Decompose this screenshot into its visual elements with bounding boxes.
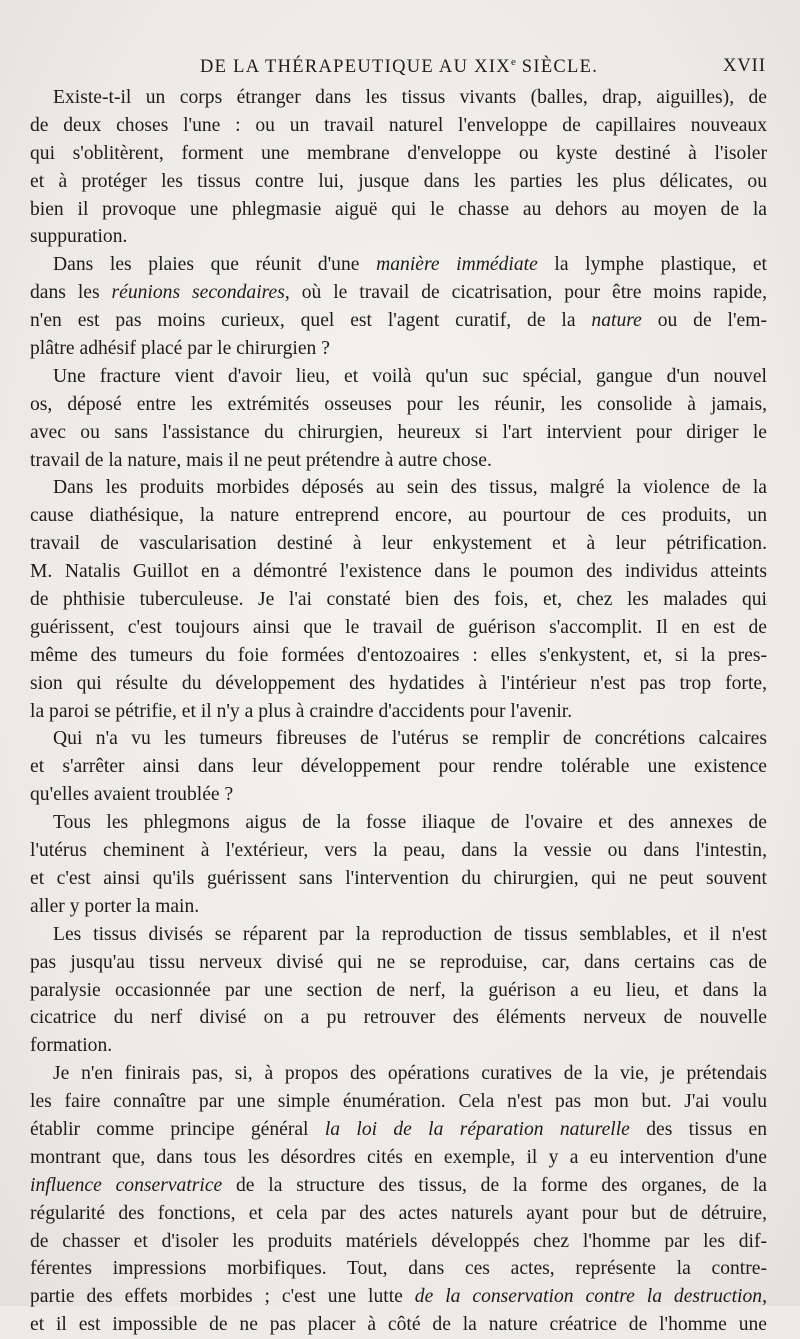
text-run: Une fracture vient d'avoir lieu, et voilà qu'un suc spécial, gangue d'un nouvel [53, 365, 767, 387]
page-number: XVII [722, 56, 766, 76]
text-line [30, 391, 767, 419]
text-line [30, 447, 767, 475]
text-line [30, 1004, 767, 1032]
text-line [30, 586, 767, 614]
text-run: M. Natalis Guillot en a démontré l'existence dans le poumon des individus atteints [30, 561, 767, 583]
text-run: Dans les produits morbides déposés au sein des tissus, malgré la violence de la [53, 477, 767, 499]
text-line [30, 1311, 767, 1339]
text-run: Dans les plaies que réunit d'une [53, 254, 377, 276]
text-run: qui s'oblitèrent, forment une membrane d'enveloppe ou kyste destiné à l'isoler [30, 142, 767, 164]
italic-phrase: la loi de la réparation naturelle [324, 1118, 630, 1140]
text-line [30, 725, 767, 753]
text-run: os, déposé entre les extrémités osseuses pour les réunir, les consolide à jamais, [30, 393, 767, 415]
text-run: dans les [30, 282, 112, 304]
italic-phrase: de la conservation contre la destruction [414, 1286, 763, 1308]
text-line [30, 865, 767, 893]
text-line [30, 698, 767, 726]
text-line [30, 642, 767, 670]
text-line [30, 530, 767, 558]
text-run: qu'elles avaient troublée ? [30, 784, 234, 806]
running-title: DE LA THÉRAPEUTIQUE AU XIXe SIÈCLE. [200, 56, 599, 78]
text-line [30, 1228, 767, 1256]
text-run: l'utérus cheminent à l'extérieur, vers la peau, dans la vessie ou dans l'intestin, [30, 840, 767, 862]
text-run: suppuration. [30, 226, 128, 248]
text-line [30, 670, 767, 698]
text-line [30, 1283, 767, 1311]
text-line [30, 474, 767, 502]
paragraph [30, 921, 767, 1060]
text-run: la lymphe plastique, et [537, 254, 767, 276]
text-line [30, 140, 767, 168]
text-run: les faire connaître par une simple énumération. Cela n'est pas mon but. J'ai voulu [30, 1091, 767, 1113]
text-run: , [762, 1286, 768, 1308]
italic-phrase: manière immédiate [376, 254, 538, 276]
text-run: et il est impossible de ne pas placer à côté de la nature créatrice de l'homme une [30, 1314, 767, 1336]
text-run: partie des effets morbides ; c'est une lutte [30, 1286, 415, 1308]
text-line [30, 196, 767, 224]
text-run: de deux choses l'une : ou un travail naturel l'enveloppe de capillaires nouveaux [30, 114, 767, 136]
text-run: paralysie occasionnée par une section de nerf, la guérison a eu lieu, et dans la [30, 979, 767, 1001]
paragraph [30, 251, 767, 363]
text-run: et à protéger les tissus contre lui, jusque dans les parties les plus délicates, ou [30, 170, 767, 192]
text-run: avec ou sans l'assistance du chirurgien, heureux si l'art intervient pour diriger le [30, 421, 767, 443]
text-run: régularité des fonctions, et cela par des actes naturels ayant pour but de détruire, [30, 1202, 767, 1224]
italic-phrase: nature [591, 310, 642, 332]
text-line [30, 1172, 767, 1200]
text-line [30, 419, 767, 447]
text-run: et s'arrêter ainsi dans leur développement pour rendre tolérable une existence [30, 756, 767, 778]
text-line [30, 781, 767, 809]
text-line [30, 893, 767, 921]
text-line [30, 837, 767, 865]
text-line [30, 335, 767, 363]
text-line [30, 1116, 767, 1144]
text-run: formation. [30, 1035, 113, 1057]
paragraph [30, 725, 767, 809]
text-line [30, 84, 767, 112]
text-run: cause diathésique, la nature entreprend encore, au pourtour de ces produits, un [30, 505, 767, 527]
text-line [30, 1060, 767, 1088]
text-line [30, 949, 767, 977]
body-text [30, 84, 767, 1339]
paragraph [30, 1060, 767, 1339]
text-run: pas jusqu'au tissu nerveux divisé qui ne se reproduise, car, dans certains cas de [30, 951, 767, 973]
text-run: de chasser et d'isoler les produits matériels développés chez l'homme par les dif- [30, 1230, 767, 1252]
text-run: bien il provoque une phlegmasie aiguë qui le chasse au dehors au moyen de la [30, 198, 767, 220]
text-line [30, 168, 767, 196]
text-line [30, 614, 767, 642]
text-line [30, 112, 767, 140]
text-run: la paroi se pétrifie, et il n'y a plus à craindre d'accidents pour l'avenir. [30, 700, 573, 722]
text-run: de phthisie tuberculeuse. Je l'ai constaté bien des fois, et, chez les malades qui [30, 589, 767, 611]
text-run: établir comme principe général [30, 1118, 325, 1140]
text-run: aller y porter la main. [30, 895, 200, 917]
text-run: même des tumeurs du foie formées d'entozoaires : elles s'enkystent, et, si la pres- [30, 644, 767, 666]
text-line [30, 307, 767, 335]
text-line [30, 558, 767, 586]
text-line [30, 921, 767, 949]
text-run: guérissent, c'est toujours ainsi que le travail de guérison s'accomplit. Il en est de [30, 616, 767, 638]
text-run: Les tissus divisés se réparent par la reproduction de tissus semblables, et il n'est [53, 923, 767, 945]
text-run: plâtre adhésif placé par le chirurgien ? [30, 338, 330, 360]
text-line [30, 363, 767, 391]
text-line [30, 279, 767, 307]
text-run: travail de vascularisation destiné à leur enkystement et à leur pétrification. [30, 533, 767, 555]
text-run: travail de la nature, mais il ne peut prétendre à autre chose. [30, 449, 492, 471]
text-line [30, 502, 767, 530]
text-line [30, 223, 767, 251]
text-line [30, 753, 767, 781]
text-run: des tissus en [629, 1118, 767, 1140]
italic-phrase: influence conservatrice [30, 1174, 223, 1196]
text-run: montrant que, dans tous les désordres cités en exemple, il y a eu intervention d'une [30, 1146, 767, 1168]
text-run: Tous les phlegmons aigus de la fosse iliaque de l'ovaire et des annexes de [53, 812, 767, 834]
text-line [30, 1032, 767, 1060]
text-run: de la structure des tissus, de la forme des organes, de la [222, 1174, 767, 1196]
text-line [30, 809, 767, 837]
paragraph [30, 809, 767, 921]
text-line [30, 977, 767, 1005]
text-line [30, 1144, 767, 1172]
text-run: sion qui résulte du développement des hydatides à l'intérieur n'est pas trop forte, [30, 672, 767, 694]
text-run: Je n'en finirais pas, si, à propos des opérations curatives de la vie, je prétendais [53, 1063, 767, 1085]
paragraph [30, 474, 767, 725]
text-line [30, 1200, 767, 1228]
paragraph [30, 363, 767, 475]
paragraph [30, 84, 767, 251]
text-run: , où le travail de cicatrisation, pour être moins rapide, [284, 282, 767, 304]
text-run: ou de l'em- [641, 310, 767, 332]
text-run: cicatrice du nerf divisé on a pu retrouver des éléments nerveux de nouvelle [30, 1007, 767, 1029]
text-run: n'en est pas moins curieux, quel est l'agent curatif, de la [30, 310, 592, 332]
text-line [30, 251, 767, 279]
text-run: Existe-t-il un corps étranger dans les tissus vivants (balles, drap, aiguilles), de [53, 87, 767, 108]
text-run: férentes impressions morbifiques. Tout, dans ces actes, représente la contre- [30, 1258, 767, 1280]
page-header [0, 56, 800, 82]
text-line [30, 1255, 767, 1283]
italic-phrase: réunions secondaires [111, 282, 285, 304]
text-run: et c'est ainsi qu'ils guérissent sans l'intervention du chirurgien, qui ne peut souvent [30, 867, 767, 889]
text-line [30, 1088, 767, 1116]
text-run: Qui n'a vu les tumeurs fibreuses de l'utérus se remplir de concrétions calcaires [53, 728, 767, 750]
